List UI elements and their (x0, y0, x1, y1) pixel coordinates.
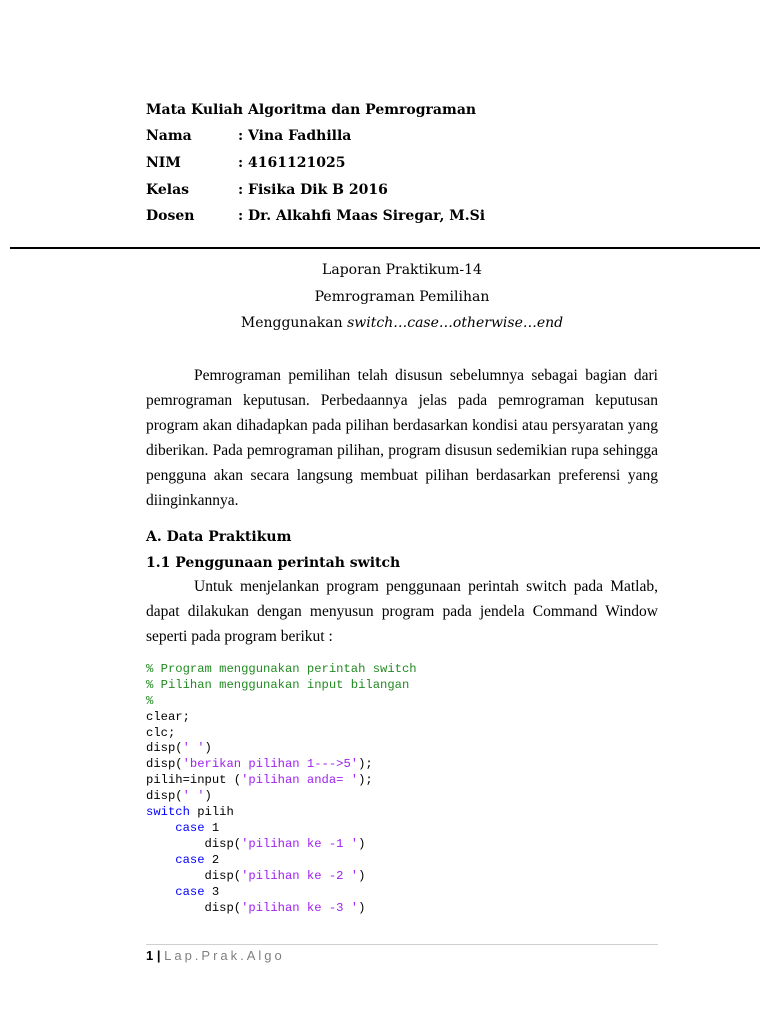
code-token: ) (358, 869, 366, 883)
footer-divider (146, 944, 658, 945)
info-label: Dosen (146, 208, 195, 224)
code-line (146, 805, 234, 821)
code-line: % (146, 694, 154, 708)
topic-prefix: Menggunakan (240, 315, 348, 331)
paragraph-line: program akan dihadapkan pada pilihan berdasarkan kondisi atau persyaratan yang (146, 417, 658, 434)
page-number: 1 (146, 948, 154, 963)
info-value: : Fisika Dik B 2016 (238, 182, 388, 198)
code-keyword: case (175, 885, 205, 899)
code-line: % Pilihan menggunakan input bilangan (146, 678, 410, 692)
code-string: 'pilihan ke -3 ' (241, 901, 359, 915)
info-value: : Algoritma dan Pemrograman (238, 102, 477, 118)
code-string: ' ' (182, 741, 205, 755)
code-indent (146, 821, 175, 835)
report-topic (146, 315, 658, 331)
code-string: ' ' (182, 789, 205, 803)
code-token: 3 (204, 885, 220, 899)
footer-separator: | (153, 948, 165, 963)
info-value: : 4161121025 (238, 155, 346, 171)
paragraph-line: pengguna akan secara langsung membuat pilihan berdasarkan preferensi yang (146, 467, 658, 484)
code-token: 2 (204, 853, 220, 867)
code-token: disp( (146, 901, 242, 915)
code-token: disp( (146, 757, 183, 771)
info-row-name (146, 128, 646, 148)
paragraph-line: diinginkannya. (146, 492, 239, 509)
code-token: ) (204, 741, 212, 755)
code-line: clc; (146, 726, 176, 740)
code-indent (146, 853, 175, 867)
footer-text: Lap.Prak.Algo (164, 948, 285, 963)
code-line (146, 821, 219, 837)
code-line: % Program menggunakan perintah switch (146, 662, 417, 676)
info-row-lecturer (146, 208, 646, 228)
code-line (146, 853, 219, 869)
report-subtitle: Pemrograman Pemilihan (314, 289, 490, 305)
info-row-nim (146, 155, 646, 175)
info-value: : Dr. Alkahfi Maas Siregar, M.Si (238, 208, 486, 224)
subsection-heading: 1.1 Penggunaan perintah switch (146, 555, 401, 571)
section-heading: A. Data Praktikum (146, 529, 292, 545)
code-line (146, 741, 212, 757)
code-token: ) (358, 901, 366, 915)
code-token: disp( (146, 869, 242, 883)
code-line (146, 901, 365, 917)
info-label: Nama (146, 128, 192, 144)
code-string: 'pilihan ke -1 ' (241, 837, 359, 851)
code-token: disp( (146, 741, 183, 755)
code-token: ) (358, 837, 366, 851)
code-line (146, 789, 212, 805)
code-line (146, 885, 219, 901)
page-footer (146, 948, 285, 963)
code-token: ); (358, 773, 373, 787)
code-string: 'pilihan ke -2 ' (241, 869, 359, 883)
info-label: Kelas (146, 182, 190, 198)
paragraph-line: Pemrograman pemilihan telah disusun sebelumnya sebagai bagian dari (194, 367, 658, 384)
paragraph-line: Untuk menjelankan program penggunaan perintah switch pada Matlab, (194, 578, 658, 595)
code-string: 'pilihan anda= ' (241, 773, 359, 787)
paragraph-line: pemrograman keputusan. Perbedaannya jelas pada pemrograman keputusan (146, 392, 658, 409)
code-line (146, 837, 365, 853)
info-label: Mata Kuliah (146, 102, 243, 118)
code-keyword: case (175, 821, 205, 835)
code-line (146, 773, 373, 789)
code-indent (146, 885, 175, 899)
code-line (146, 869, 365, 885)
paragraph-line: diberikan. Pada pemrograman pilihan, program disusun sedemikian rupa sehingga (146, 442, 658, 459)
report-title: Laporan Praktikum-14 (322, 262, 482, 278)
topic-keyword: switch…case…otherwise…end (347, 315, 564, 331)
info-value: : Vina Fadhilla (238, 128, 352, 144)
code-line (146, 757, 373, 773)
paragraph-line: seperti pada program berikut : (146, 628, 333, 645)
code-token: ); (358, 757, 373, 771)
code-token: ) (204, 789, 212, 803)
info-row-course (146, 102, 646, 122)
code-token: disp( (146, 837, 242, 851)
code-token: pilih=input ( (146, 773, 242, 787)
info-label: NIM (146, 155, 181, 171)
code-keyword: switch (146, 805, 190, 819)
code-string: 'berikan pilihan 1--->5' (182, 757, 359, 771)
header-divider (10, 247, 760, 249)
paragraph-line: dapat dilakukan dengan menyusun program pada jendela Command Window (146, 603, 658, 620)
code-keyword: case (175, 853, 205, 867)
code-token: disp( (146, 789, 183, 803)
code-line: clear; (146, 710, 190, 724)
code-token: pilih (189, 805, 234, 819)
code-token: 1 (204, 821, 220, 835)
info-row-class (146, 182, 646, 202)
